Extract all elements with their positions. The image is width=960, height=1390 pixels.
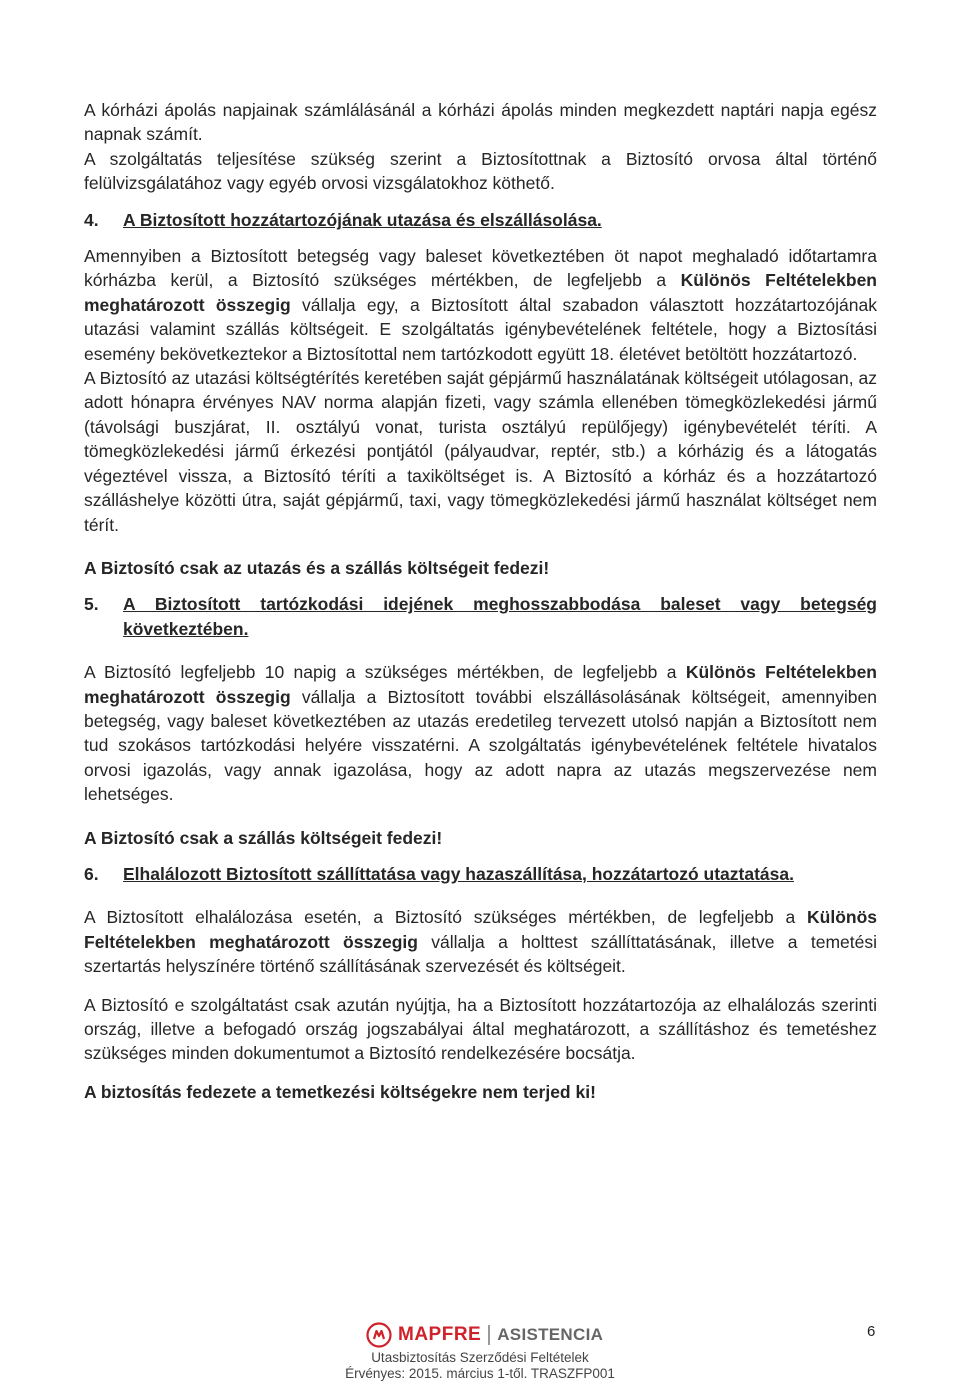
section-6-heading	[84, 862, 877, 886]
section-4-note: A Biztosító csak az utazás és a szállás költségeit fedezi!	[84, 557, 550, 578]
section-6-number: 6.	[84, 863, 99, 884]
section-6-p1-text-b: vállalja a holttest szállíttatásának, illetve a temetési szertartás helyszínére történő szállításának szervezését és költségeit.	[84, 931, 877, 977]
section-5-paragraph-1	[84, 660, 877, 806]
footer-brand: MAPFRE	[398, 1324, 482, 1345]
section-6-note: A biztosítás fedezete a temetkezési költségekre nem terjed ki!	[84, 1081, 596, 1102]
footer-line-2: Érvényes: 2015. március 1-től. TRASZFP001	[345, 1366, 615, 1381]
section-6-title: Elhalálozott Biztosított szállíttatása vagy hazaszállítása, hozzátartozó utaztatása.	[123, 863, 794, 884]
section-4-number: 4.	[84, 209, 99, 230]
section-5-title: A Biztosított tartózkodási idejének meghosszabbodása baleset vagy betegség következtében.	[123, 594, 877, 639]
footer-line-1: Utasbiztosítás Szerződési Feltételek	[371, 1350, 589, 1365]
section-4-heading	[84, 208, 877, 232]
section-6-p1-text-a: A Biztosított elhalálozása esetén, a Biztosító szükséges mértékben, de legfeljebb a	[84, 907, 807, 928]
section-6-paragraph-1	[84, 905, 877, 978]
section-4-p1-text-a: Amennyiben a Biztosított betegség vagy baleset következtében öt napot meghaladó időtartamra kórházba kerül, a Biztosító szükséges mértékben, de legfeljebb a	[84, 246, 877, 291]
mapfre-logo-icon	[366, 1322, 392, 1348]
section-4-p1-text-b: vállalja egy, a Biztosított által szabadon választott hozzátartozójának utazási valamint szállás költségeit. E szolgáltatás igénybevételének feltétele, hogy a Biztosítási esemény bekövetkeztekor a Biztosítottal nem tartózkodott együtt 18. életévet betöltött hozzátartozó.	[84, 294, 877, 364]
section-5-number: 5.	[84, 594, 99, 615]
section-5-p1-bold: Különös Feltételekben meghatározott összegig	[84, 662, 877, 707]
footer-logo	[366, 1322, 603, 1348]
footer-logo-divider	[488, 1325, 490, 1345]
section-5-p1-text-a: A Biztosító legfeljebb 10 napig a szükséges mértékben, de legfeljebb a	[84, 662, 686, 683]
document-body	[84, 98, 877, 1104]
section-4-p1-bold: Különös Feltételekben meghatározott összegig	[84, 270, 877, 315]
section-4-paragraph-1	[84, 244, 877, 366]
section-5-p1-text-b: vállalja a Biztosított további elszállásolásának költségeit, amennyiben betegség, vagy baleset következtében az utazás eredetileg tervezett utolsó napján a Biztosított nem tud szokásos tartózkodási helyére visszatérni. A szolgáltatás igénybevételének feltétele hivatalos orvosi igazolás, vagy annak igazolása, hogy az adott napra az utazás megszervezése nem lehetséges.	[84, 686, 877, 805]
page-number: 6	[867, 1323, 876, 1340]
section-4-paragraph-2: A Biztosító az utazási költségtérítés keretében saját gépjármű használatának költségeit utólagosan, az adott hónapra érvényes NAV norma alapján fizeti, vagy számla ellenében tömegközlekedési jármű (távolsági buszjárat, II. osztályú vonat, turista osztályú repülőjegy) igénybevételét téríti. A tömegközlekedési jármű érkezési pontjától (pályaudvar, reptér, stb.) a kórházig és a látogatás végeztével vissza, a Biztosító téríti a taxiköltséget is. A Biztosító a kórház és a hozzátartozó szálláshelye közötti útra, saját gépjármű, taxi, vagy tömegközlekedési jármű használat költséget nem térít.	[84, 368, 877, 535]
section-6-p1-bold: Különös Feltételekben meghatározott összegig	[84, 907, 877, 952]
section-5-heading	[84, 592, 877, 641]
section-6-paragraph-2: A Biztosító e szolgáltatást csak azután nyújtja, ha a Biztosított hozzátartozója az elhalálozás szerinti ország, illetve a befogadó ország jogszabályai által meghatározott, a szállításhoz és temetéshez szükséges minden dokumentumot a Biztosító rendelkezésére bocsátja.	[84, 994, 877, 1064]
section-5-note: A Biztosító csak a szállás költségeit fedezi!	[84, 827, 443, 848]
intro-paragraph-2: A szolgáltatás teljesítése szükség szerint a Biztosítottnak a Biztosító orvosa által történő felülvizsgálatához vagy egyéb orvosi vizsgálatokhoz köthető.	[84, 148, 877, 194]
section-4-title: A Biztosított hozzátartozójának utazása és elszállásolása.	[123, 209, 602, 230]
footer-brand-secondary: ASISTENCIA	[497, 1325, 604, 1344]
intro-paragraph-1: A kórházi ápolás napjainak számlálásánál a kórházi ápolás minden megkezdett naptári napja egész napnak számít.	[84, 100, 877, 145]
